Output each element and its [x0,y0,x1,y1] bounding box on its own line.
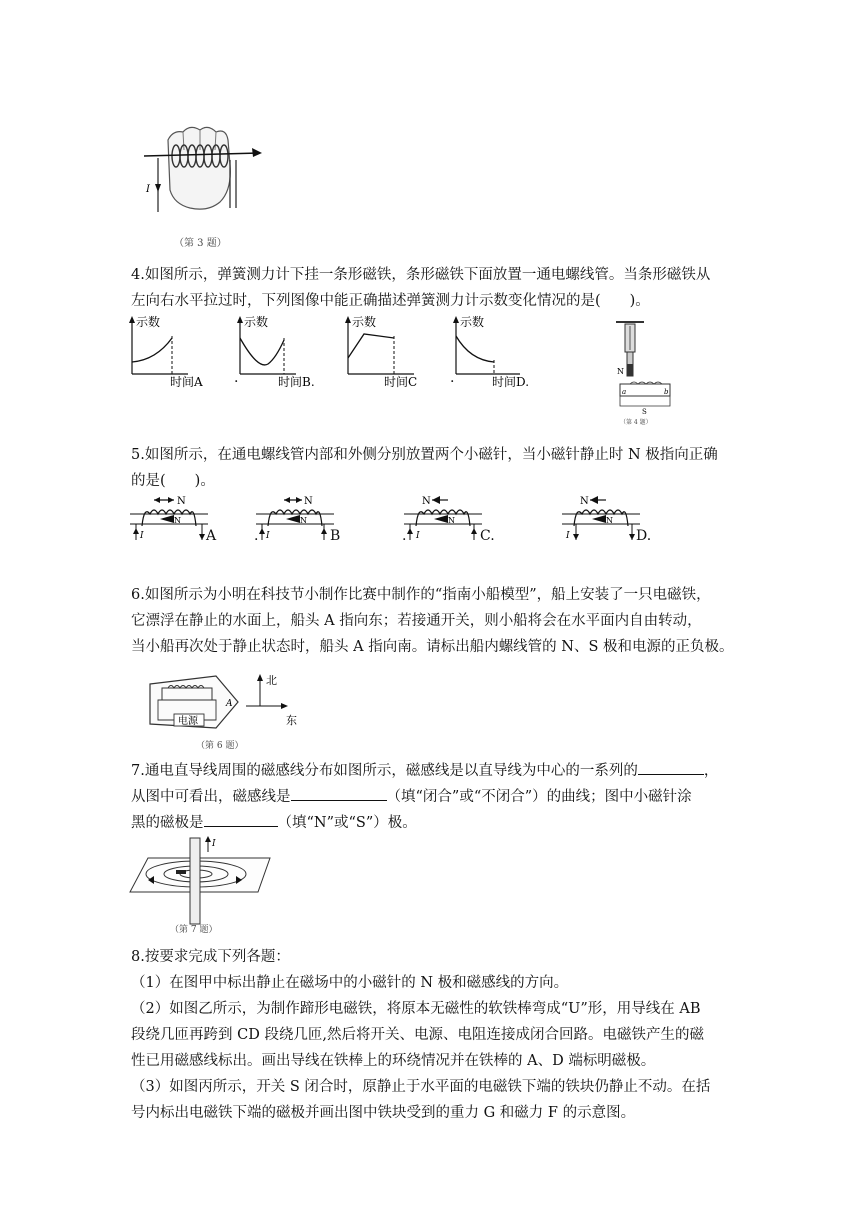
q7-blank-2[interactable] [291,784,387,801]
svg-text:N: N [304,496,313,507]
svg-text:N: N [580,496,589,507]
q4-fig-a: a [622,388,627,396]
q4-fig-n: N [617,367,624,376]
figure-q3 [128,120,278,252]
question-6 [131,582,734,660]
q4-dot-2: . [450,370,455,386]
q6-power-label: 电源 [178,716,198,727]
svg-text:N: N [174,516,181,525]
q7-line-1b: ， [703,763,719,779]
question-8 [131,944,731,1126]
q7-current-label: I [212,839,216,849]
q7-line-3b: （填“N”或“S”）极。 [277,815,417,831]
q5-option-c-label: C. [480,528,495,544]
q4-fig-b: b [664,388,669,396]
question-7 [131,758,731,836]
hand-coil-illustration [128,120,278,252]
svg-text:N: N [300,516,307,525]
q6-north-label: 北 [266,674,277,687]
q4-graph-b [234,314,334,390]
q4-line-2: 左向右水平拉过时，下列图像中能正确描述弹簧测力计示数变化情况的是( )。 [131,293,650,309]
q4-graph-c [342,314,442,390]
q5-option-d-label: D. [636,528,652,544]
q8-line-7: 号内标出电磁铁下端的磁极并画出图中铁块受到的重力 G 和磁力 F 的示意图。 [131,1105,636,1121]
q4-graph-d-ylabel: 示数 [460,315,485,329]
q4-line-1: 4.如图所示，弹簧测力计下挂一条形磁铁，条形磁铁下面放置一通电螺线管。当条形磁铁从 [131,267,711,283]
q8-line-1: 8.按要求完成下列各题： [131,949,290,965]
svg-text:I: I [416,531,420,541]
svg-text:N: N [422,496,431,507]
fig3-current-label: I [146,184,150,195]
q4-graph-a-xlabel: 时间A [170,375,203,389]
q8-line-5: 性已用磁感线标出。画出导线在铁棒上的环绕情况并在铁棒的 A、D 端标明磁极。 [131,1053,656,1069]
q4-graph-d-xlabel: 时间D. [492,375,530,389]
q7-line-2b: （填“闭合”或“不闭合”）的曲线；图中小磁针涂 [386,789,692,805]
q4-graph-a-ylabel: 示数 [136,315,161,329]
q4-apparatus-figure [606,318,678,426]
q5-option-a-label: A [206,528,217,544]
q4-dot-1: . [234,370,239,386]
q4-graph-d [450,314,550,390]
svg-text:I: I [266,531,270,541]
q6-line-2: 它漂浮在静止的水面上，船头 A 指向东；若接通开关，则小船将会在水平面内自由转动， [131,613,702,629]
q7-line-1a: 7.通电直导线周围的磁感线分布如图所示，磁感线是以直导线为中心的一系列的 [131,763,638,779]
svg-text:I: I [566,531,570,541]
q8-line-3: （2）如图乙所示，为制作蹄形电磁铁，将原本无磁性的软铁棒弯成“U”形，用导线在 AB [131,1001,701,1017]
figure-q6 [134,666,314,754]
svg-text:I: I [140,531,144,541]
q4-fig-s: S [642,408,647,416]
q5-line-1: 5.如图所示，在通电螺线管内部和外侧分别放置两个小磁针，当小磁针静止时 N 极指向正确 [131,447,718,463]
q6-bow-label: A [226,699,233,709]
q8-line-6: （3）如图丙所示，开关 S 闭合时，原静止于水平面的电磁铁下端的铁块仍静止不动。在括 [131,1079,711,1095]
q5-dot-1: . [254,528,259,544]
q4-graph-c-xlabel: 时间C [384,375,418,389]
q6-east-label: 东 [286,714,297,727]
q4-graph-c-ylabel: 示数 [352,315,377,329]
q6-caption: （第 6 题） [196,741,244,751]
q4-graph-b-xlabel: 时间B. [278,375,315,389]
q5-option-b-label: B [330,528,341,544]
fig3-caption: （第 3 题） [174,238,227,249]
q4-graph-b-ylabel: 示数 [244,315,269,329]
q8-line-4: 段绕几匝再跨到 CD 段绕几匝,然后将开关、电源、电阻连接成闭合回路。电磁铁产生的磁 [131,1027,705,1043]
question-4 [131,262,731,314]
q4-graph-a [126,314,226,390]
figure-q7 [128,836,278,934]
q8-line-2: （1）在图甲中标出静止在磁场中的小磁针的 N 极和磁感线的方向。 [131,975,569,991]
svg-text:N: N [177,496,186,507]
question-5 [131,442,731,494]
svg-text:N: N [606,516,613,525]
q6-line-1: 6.如图所示为小明在科技节小制作比赛中制作的“指南小船模型”，船上安装了一只电磁铁， [131,587,711,603]
q5-line-2: 的是( )。 [131,473,215,489]
q4-fig-caption: （第 4 题） [620,419,652,426]
q7-line-3a: 黑的磁极是 [131,815,204,831]
q6-line-3: 当小船再次处于静止状态时，船头 A 指向南。请标出船内螺线管的 N、S 极和电源的正负极。 [131,639,734,655]
q5-dot-2: . [402,528,407,544]
q7-caption: （第 7 题） [170,925,218,934]
q7-blank-1[interactable] [638,758,704,775]
q7-line-2a: 从图中可看出，磁感线是 [131,789,291,805]
q7-blank-3[interactable] [204,810,278,827]
svg-text:N: N [448,516,455,525]
